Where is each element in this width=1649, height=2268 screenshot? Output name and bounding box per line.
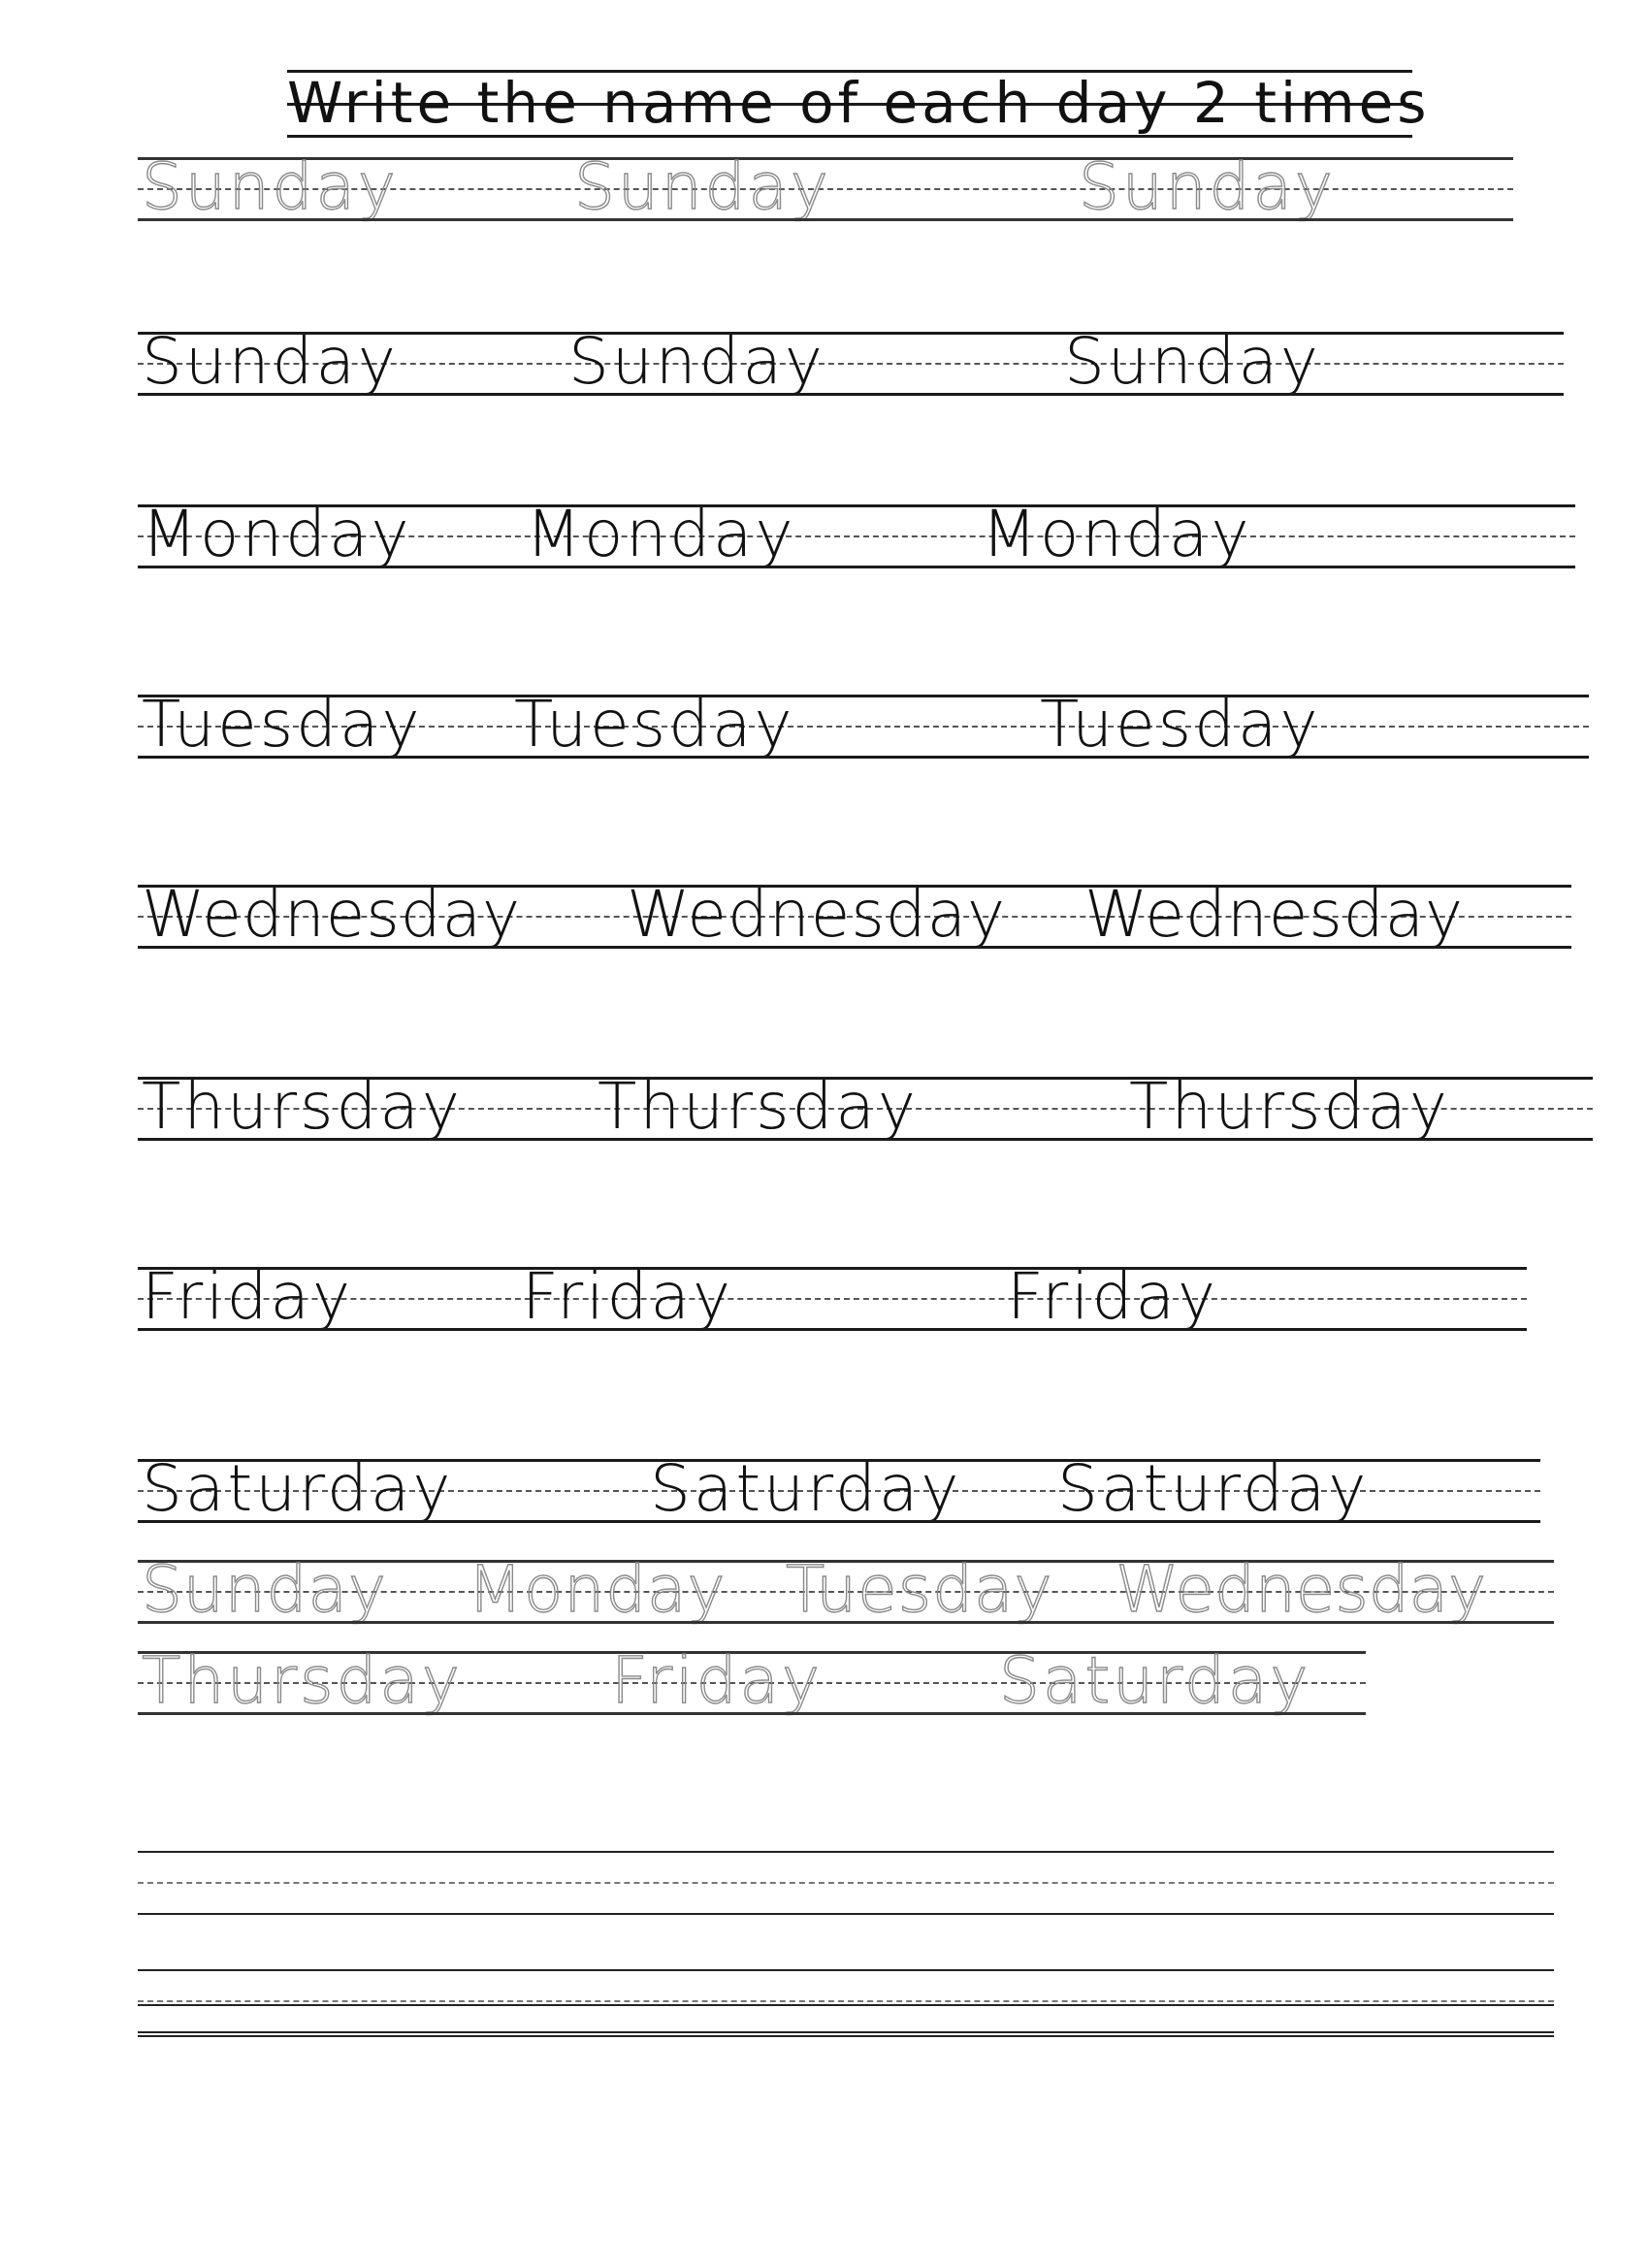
practice-row-friday xyxy=(138,1259,1527,1334)
example-word: Thursday xyxy=(142,1069,463,1144)
practice-row-tuesday xyxy=(138,687,1589,761)
example-word: Wednesday xyxy=(142,877,522,952)
trace-word: Sunday xyxy=(1079,149,1336,224)
example-word: Sunday xyxy=(142,324,399,399)
example-word: Sunday xyxy=(1064,324,1321,399)
trace-word: Sunday xyxy=(142,1552,387,1627)
example-word: Friday xyxy=(1007,1259,1219,1334)
example-word: Sunday xyxy=(568,324,825,399)
trace-word: Wednesday xyxy=(1116,1552,1487,1627)
trace-word: Tuesday xyxy=(786,1552,1053,1627)
midline xyxy=(138,1882,1554,1884)
example-word: Friday xyxy=(142,1259,354,1334)
trace-word: Sunday xyxy=(142,149,399,224)
trace-word: Monday xyxy=(468,1552,727,1627)
example-word: Wednesday xyxy=(1084,877,1465,952)
example-word: Tuesday xyxy=(514,687,795,761)
blank-writing-line xyxy=(138,1851,1554,1915)
example-word: Tuesday xyxy=(142,687,423,761)
example-word: Monday xyxy=(982,497,1252,571)
example-word: Saturday xyxy=(1057,1451,1370,1526)
blank-writing-line xyxy=(138,2004,1554,2037)
midline xyxy=(138,2000,1554,2002)
practice-row-saturday xyxy=(138,1451,1540,1526)
practice-row-monday xyxy=(138,497,1575,571)
practice-row-sunday xyxy=(138,324,1564,399)
practice-row-wednesday xyxy=(138,877,1571,952)
example-word: Friday xyxy=(522,1259,734,1334)
example-word: Monday xyxy=(526,497,796,571)
trace-word: Friday xyxy=(611,1643,824,1718)
example-word: Monday xyxy=(142,497,412,571)
example-word: Tuesday xyxy=(1040,687,1321,761)
trace-word: Saturday xyxy=(999,1643,1311,1718)
practice-row-trace-weekdays xyxy=(138,1552,1554,1627)
worksheet-title xyxy=(287,70,1431,138)
practice-row-sunday-trace xyxy=(138,149,1513,224)
example-word: Saturday xyxy=(142,1451,454,1526)
practice-row-trace-weekend xyxy=(138,1643,1366,1718)
example-word: Saturday xyxy=(650,1451,962,1526)
practice-row-thursday xyxy=(138,1069,1593,1144)
title-text: Write the name of each day 2 times xyxy=(287,70,1431,136)
trace-word: Thursday xyxy=(142,1643,463,1718)
example-word: Thursday xyxy=(1129,1069,1450,1144)
trace-word: Sunday xyxy=(574,149,831,224)
example-word: Wednesday xyxy=(627,877,1007,952)
example-word: Thursday xyxy=(598,1069,919,1144)
